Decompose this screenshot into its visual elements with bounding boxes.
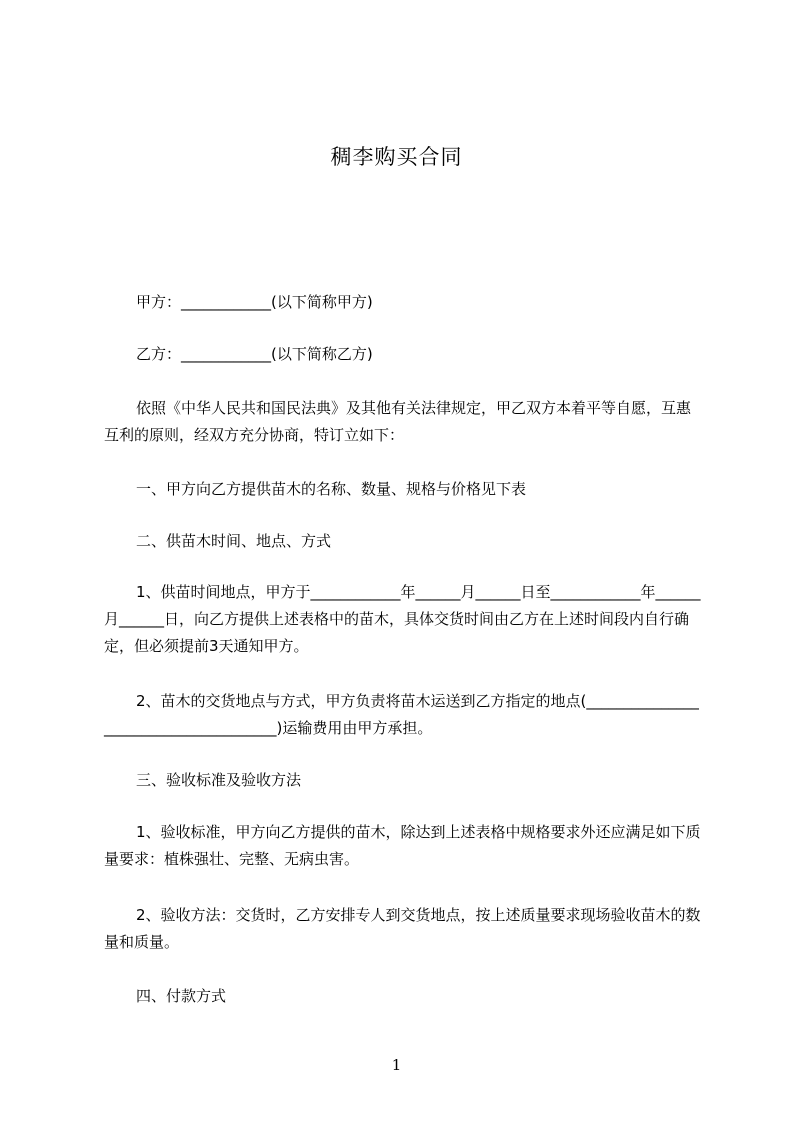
clause-3-1-paragraph: 1、验收标准，甲方向乙方提供的苗木，除达到上述表格中规格要求外还应满足如下质量要求：植株强壮、完整、无病虫害。 [104, 823, 701, 868]
clause-2-1-paragraph: 1、供苗时间地点，甲方于____________年______月______日至____________年______月______日，向乙方提供上述表格中的苗木，具体交货时间由乙方在上述时间段内自行确定，但必须提前3天通知甲方。 [104, 583, 701, 655]
section-1-heading: 一、甲方向乙方提供苗木的名称、数量、规格与价格见下表 [136, 480, 527, 498]
preamble-paragraph: 依照《中华人民共和国民法典》及其他有关法律规定，甲乙双方本着平等自愿，互惠互利的原则，经双方充分协商，特订立如下： [104, 399, 692, 444]
document-title: 稠李购买合同 [330, 145, 463, 169]
section-2-heading: 二、供苗木时间、地点、方式 [136, 532, 332, 550]
clause-3-2-paragraph: 2、验收方法：交货时，乙方安排专人到交货地点，按上述质量要求现场验收苗木的数量和质量。 [104, 906, 701, 951]
party-a-line: 甲方：____________(以下简称甲方) [136, 293, 373, 311]
clause-2-2-paragraph: 2、苗木的交货地点与方式，甲方负责将苗木运送到乙方指定的地点(______________________________________)运输费用由甲方承担。 [104, 692, 699, 737]
section-3-heading: 三、验收标准及验收方法 [136, 771, 302, 789]
page-number: 1 [391, 1056, 402, 1074]
party-b-line: 乙方：____________(以下简称乙方) [136, 345, 373, 363]
section-4-heading: 四、付款方式 [136, 987, 227, 1005]
